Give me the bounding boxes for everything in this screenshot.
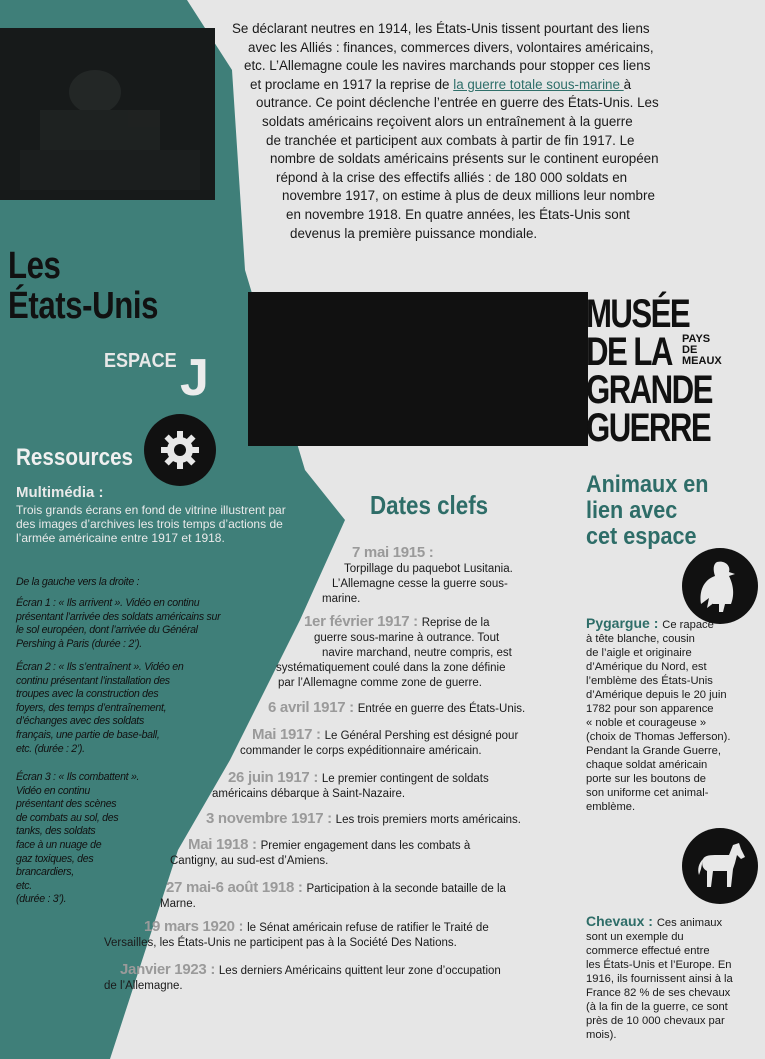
animal-line: chaque soldat américain [586, 759, 708, 771]
animal-line: les États-Unis et l’Europe. En [586, 959, 732, 971]
logo-text: DE LA [586, 330, 672, 374]
logo-pays: PAYS [682, 333, 711, 345]
order-note: De la gauche vers la droite : [16, 576, 140, 588]
animal-line: emblème. [586, 801, 636, 813]
intro-line: avec les Alliés : finances, commerces divers, volontaires américains, [248, 39, 654, 55]
animal-line: de l’aigle et originaire [586, 647, 692, 659]
date-label: 7 mai 1915 : [352, 544, 434, 561]
text-line: Écran 1 : « Ils arrivent ». Vidéo en continu [16, 597, 200, 609]
date-text: Versailles, les États-Unis ne participent pas à la Société Des Nations. [104, 937, 457, 949]
intro-line: de tranchée et participent aux combats à partir de fin 1917. Le [266, 132, 635, 148]
date-text: guerre sous-marine à outrance. Tout [314, 632, 500, 644]
page-title [8, 246, 158, 326]
text-line: etc. (durée : 2’). [16, 742, 85, 755]
date-text: L’Allemagne cesse la guerre sous- [332, 578, 508, 590]
date-entry [212, 769, 489, 802]
text-line: face à un nuage de [16, 838, 102, 851]
date-entry [206, 811, 521, 828]
date-text: Premier engagement dans les combats à [260, 840, 471, 852]
intro-line [232, 76, 712, 95]
date-text: Marne. [160, 898, 196, 910]
intro-line: soldats américains reçoivent alors un entraînement à la guerre [262, 113, 633, 129]
animal-text: Ces animaux [656, 917, 723, 929]
animaux-title-line: cet espace [586, 523, 697, 550]
date-text: Cantigny, au sud-est d’Amiens. [170, 855, 329, 867]
ecran-1-text [16, 597, 246, 651]
date-label: 19 mars 1920 : [144, 918, 248, 935]
text-line: gaz toxiques, des [16, 852, 94, 865]
text-line: troupes avec la construction des [16, 688, 159, 701]
date-text: américains débarque à Saint-Nazaire. [212, 788, 406, 800]
text-line: Écran 2 : « Ils s’entraînent ». Vidéo en [16, 661, 184, 673]
animal-line: 1782 pour son apparence [586, 703, 714, 715]
text-line: de combats au sol, des [16, 811, 119, 824]
animal-line: porte sur les boutons de [586, 773, 707, 785]
date-text: Le premier contingent de soldats [321, 773, 489, 785]
logo-pays: MEAUX [682, 355, 722, 367]
animal-line: (choix de Thomas Jefferson). [586, 731, 731, 743]
ressources-title: Ressources [16, 444, 134, 471]
pygargue-text [586, 616, 758, 814]
text-line: foyers, des temps d’entraînement, [16, 701, 167, 714]
animal-line: d’Amérique depuis le 20 juin [586, 689, 727, 701]
text-line: le sol européen, dont l’arrivée du Général [16, 624, 198, 637]
animal-line: sont un exemple du [586, 931, 684, 943]
date-text: le Sénat américain refuse de ratifier le Traité de [247, 922, 489, 934]
animal-line: à tête blanche, cousin [586, 633, 695, 645]
text-line: Pershing à Paris (durée : 2’). [16, 637, 142, 650]
logo-text: GRANDE [586, 368, 712, 412]
title-line: Les [8, 245, 61, 287]
animal-line: (à la fin de la guerre, ce sont [586, 1001, 728, 1013]
date-text: Participation à la seconde bataille de la [306, 883, 506, 895]
title-line: États-Unis [8, 285, 158, 327]
animal-line: commerce effectué entre [586, 945, 710, 957]
date-text: navire marchand, neutre compris, est [322, 647, 512, 659]
animal-name: Pygargue : [586, 615, 663, 631]
intro-line: novembre 1917, on estime à plus de deux millions leur nombre [282, 188, 655, 204]
text-line: présentant des scènes [16, 798, 117, 811]
text-line: Écran 3 : « Ils combattent ». [16, 771, 140, 783]
logo-text: GUERRE [586, 406, 711, 450]
animal-line [586, 914, 758, 930]
chevaux-text [586, 914, 758, 1042]
animal-line: d’Amérique du Nord, est [586, 661, 707, 673]
animal-line: l’emblème des États-Unis [586, 675, 713, 687]
animal-line: près de 10 000 chevaux par [586, 1015, 725, 1027]
animal-line: mois). [586, 1029, 617, 1041]
date-text: par l’Allemagne comme zone de guerre. [278, 677, 482, 689]
date-line [188, 837, 470, 854]
date-line [304, 614, 512, 631]
intro-line: Se déclarant neutres en 1914, les États-Unis tissent pourtant des liens [232, 21, 650, 36]
intro-line: devenus la première puissance mondiale. [290, 225, 538, 241]
dates-title: Dates clefs [370, 490, 489, 520]
animal-text: Ce rapace [662, 619, 714, 631]
intro-line: en novembre 1918. En quatre années, les États-Unis sont [286, 206, 630, 222]
intro-text: et proclame en 1917 la reprise de [250, 76, 454, 92]
date-line [252, 727, 518, 744]
animal-line: 1916, ils fournissent ainsi à la [586, 973, 733, 985]
logo-text: MUSÉE [586, 292, 690, 336]
logo-pays: DE [682, 344, 698, 356]
eagle-icon [682, 548, 758, 624]
text-line: (durée : 3’). [16, 893, 67, 906]
animal-line [586, 616, 758, 632]
date-text: Le Général Pershing est désigné pour [324, 730, 519, 742]
date-label: Mai 1918 : [188, 836, 261, 853]
animaux-title [586, 472, 739, 550]
ecran-2-text [16, 661, 246, 756]
date-text: Les trois premiers morts américains. [335, 814, 521, 826]
multimedia-title: Multimédia : [16, 484, 104, 501]
date-label: 6 avril 1917 : [268, 699, 358, 716]
date-entry [322, 544, 513, 607]
guerre-sous-marine-link[interactable]: la guerre totale sous-marine [453, 76, 624, 92]
date-line [228, 770, 489, 787]
gear-icon [144, 414, 216, 486]
intro-line: etc. L’Allemagne coule les navires marchands pour stopper ces liens [244, 58, 651, 74]
date-label: 27 mai-6 août 1918 : [166, 879, 307, 896]
intro-text: à [623, 76, 632, 92]
text-line: continu présentant l’installation des [16, 674, 170, 687]
date-line [144, 919, 489, 936]
espace-label: ESPACE [104, 350, 177, 372]
animal-name: Chevaux : [586, 913, 657, 929]
text-line: etc. [16, 879, 32, 892]
text-line: d’échanges avec des soldats [16, 715, 144, 728]
horse-icon [682, 828, 758, 904]
date-label: 3 novembre 1917 : [206, 810, 336, 827]
intro-line: outrance. Ce point déclenche l’entrée en guerre des États-Unis. Les [256, 95, 659, 111]
animal-line: son uniforme cet animal- [586, 787, 709, 799]
date-line [352, 545, 513, 562]
date-text: Reprise de la [421, 617, 490, 629]
animal-line: Pendant la Grande Guerre, [586, 745, 721, 757]
date-label: Janvier 1923 : [120, 961, 219, 978]
date-text: systématiquement coulé dans la zone définie [276, 662, 506, 674]
date-entry [104, 918, 489, 951]
date-entry [170, 836, 471, 869]
date-text: commander le corps expéditionnaire américain. [240, 745, 482, 757]
date-entry [240, 726, 519, 759]
date-label: Mai 1917 : [252, 726, 325, 743]
animaux-title-line: lien avec [586, 497, 678, 524]
espace-letter: J [180, 349, 209, 407]
animal-line: « noble et courageuse » [586, 717, 707, 729]
date-line [120, 962, 501, 979]
date-entry [276, 613, 512, 691]
text-line: brancardiers, [16, 866, 74, 879]
text-line: français, une partie de base-ball, [16, 728, 160, 741]
date-text: marine. [322, 593, 361, 605]
date-label: 26 juin 1917 : [228, 769, 322, 786]
date-entry [160, 879, 506, 912]
date-text: Les derniers Américains quittent leur zone d’occupation [218, 965, 501, 977]
musee-logo [586, 292, 734, 450]
text-line: tanks, des soldats [16, 825, 96, 838]
date-text: Torpillage du paquebot Lusitania. [344, 563, 513, 575]
date-line [206, 811, 521, 828]
date-entry [268, 700, 525, 717]
animaux-title-line: Animaux en [586, 471, 709, 498]
animal-line: France 82 % de ses chevaux [586, 987, 731, 999]
intro-paragraph [232, 20, 712, 243]
intro-line: répond à la crise des effectifs alliés : de 180 000 soldats en [276, 169, 628, 185]
black-banner [248, 292, 588, 446]
date-line [166, 880, 506, 897]
multimedia-text: Trois grands écrans en fond de vitrine illustrent par des images d’archives les trois temps d’actions de l’armée américaine entre 1917 et 1918. [16, 503, 286, 545]
date-label: 1er février 1917 : [304, 613, 422, 630]
date-line [268, 700, 525, 717]
intro-line: nombre de soldats américains présents sur le continent européen [270, 151, 659, 167]
date-text: Entrée en guerre des États-Unis. [357, 703, 526, 715]
date-text: de l’Allemagne. [104, 980, 183, 992]
date-entry [104, 961, 501, 994]
text-line: Vidéo en continu [16, 784, 90, 797]
text-line: présentant l’arrivée des soldats américains sur [16, 610, 221, 623]
